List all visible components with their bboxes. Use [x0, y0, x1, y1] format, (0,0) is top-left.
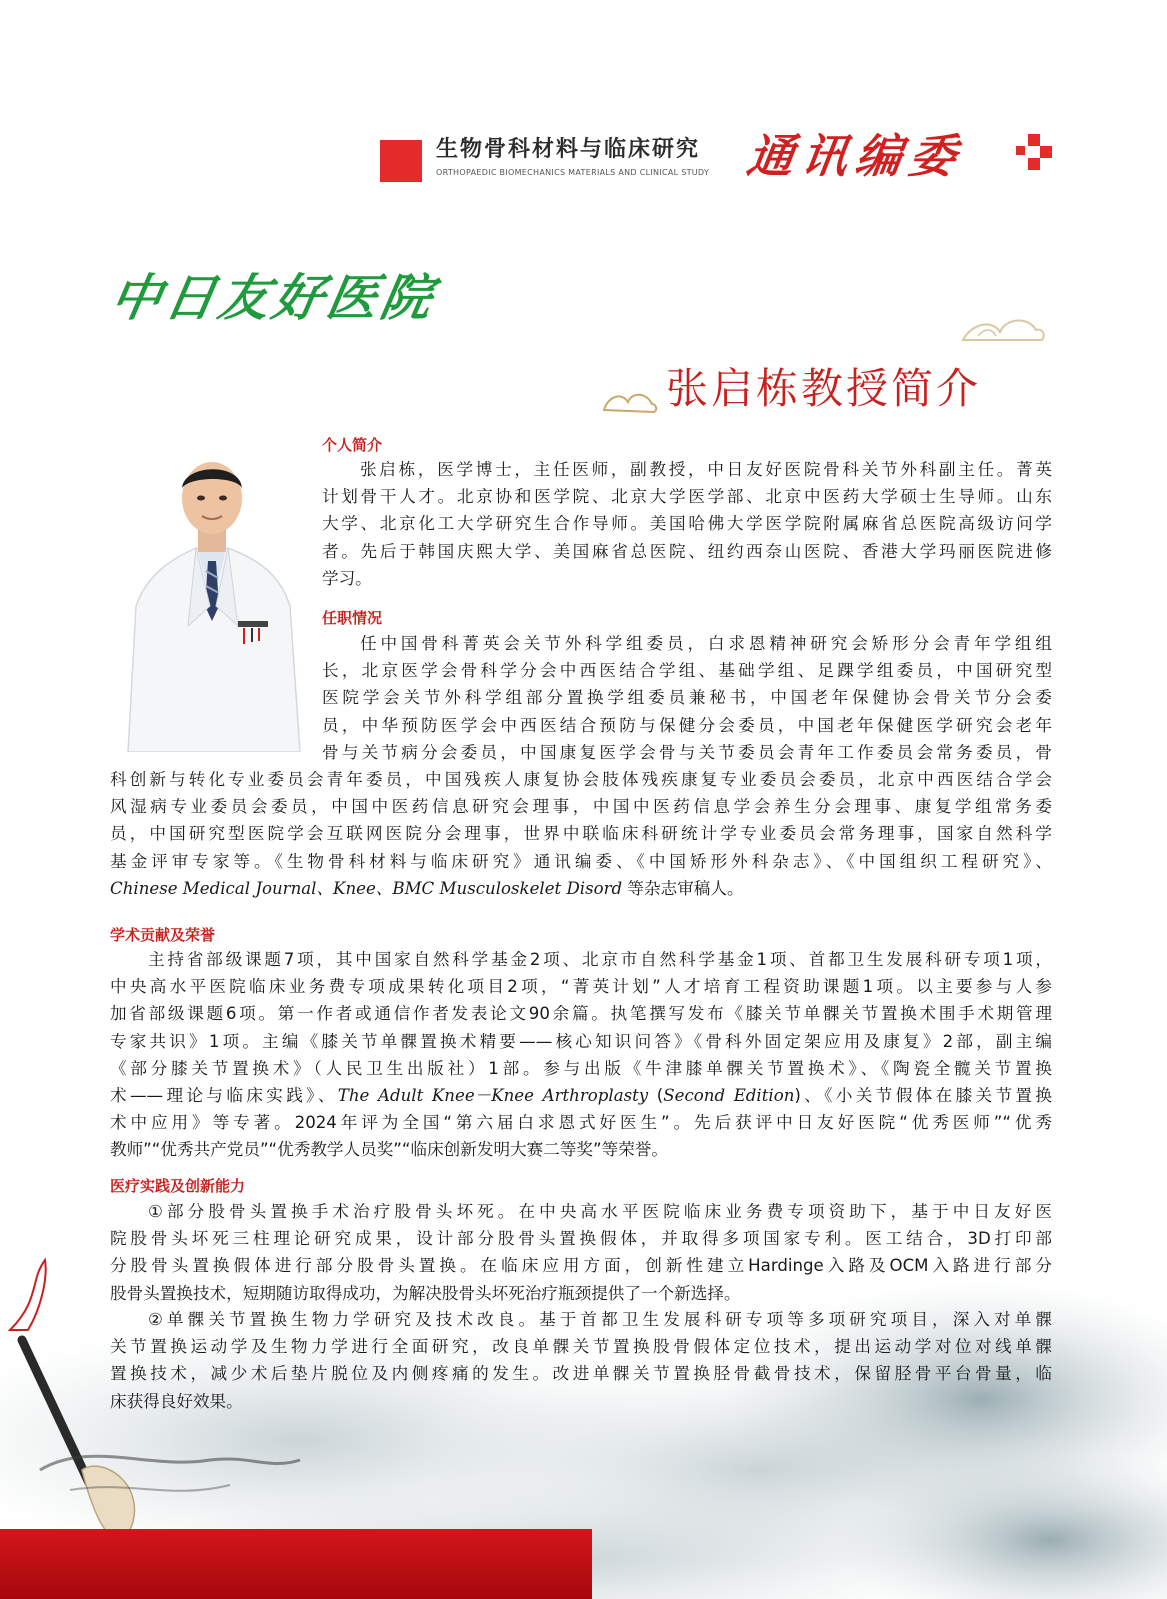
positions-line: 任中国骨科菁英会关节外科学组委员，白求恩精神研究会矫形分会青年学组组: [360, 634, 1052, 653]
positions-line: 员，中国研究型医院学会互联网医院分会理事，世界中联临床科研统计学专业委员会常务理事，国家自然科学: [110, 824, 1052, 844]
calligraphy-title: 通讯编委: [743, 129, 968, 183]
academic-line: 术中应用》等专著。2024年评为全国“第六届白求恩式好医生”。先后获评中日友好医院“优秀医师”“优秀: [110, 1113, 1052, 1133]
personal-line: 计划骨干人才。北京协和医学院、北京大学医学部、北京中医药大学硕士生导师。山东: [322, 487, 1052, 507]
personal-line: 大学、北京化工大学研究生合作导师。美国哈佛大学医学院附属麻省总医院高级访问学: [322, 514, 1052, 534]
journal-subtitle: ORTHOPAEDIC BIOMECHANICS MATERIALS AND CLINICAL STUDY: [436, 168, 710, 177]
positions-paragraph-top: [322, 630, 1052, 766]
practice-line: 分股骨头置换假体进行部分股骨头置换。在临床应用方面，创新性建立Hardinge入路及OCM入路进行部分: [110, 1256, 1052, 1276]
practice-line: ①部分股骨头置换手术治疗股骨头坏死。在中央高水平医院临床业务费专项资助下，基于中日友好医: [148, 1202, 1052, 1221]
personal-line: 张启栋，医学博士，主任医师，副教授，中日友好医院骨科关节外科副主任。菁英: [360, 460, 1052, 479]
practice-paragraph-2: [110, 1306, 1052, 1415]
mixed-mid: (: [648, 1086, 664, 1106]
section-heading-personal: 个人简介: [322, 436, 383, 454]
positions-line: 基金评审专家等。《生物骨科材料与临床研究》通讯编委、《中国矫形外科杂志》、《中国组织工程研究》、: [110, 851, 1052, 871]
academic-line: 中央高水平医院临床业务费专项成果转化项目2项，“菁英计划”人才培育工程资助课题1项。以主要参与人参: [110, 977, 1052, 997]
cloud-ornament-small-icon: [600, 384, 660, 418]
header-red-square: [380, 140, 422, 182]
hospital-logo: 中日友好医院: [106, 268, 441, 327]
positions-line: 医院学会关节外科学组部分置换学组委员兼秘书，中国老年保健协会骨关节分会委: [322, 688, 1052, 708]
practice-line: 关节置换运动学及生物力学进行全面研究，改良单髁关节置换股骨假体定位技术，提出运动学对位对线单髁: [110, 1337, 1052, 1357]
positions-line: 风湿病专业委员会委员，中国中医药信息研究会理事，中国中医药信息学会养生分会理事、康复学组常务委: [110, 797, 1052, 817]
positions-line: 长，北京医学会骨科学分会中西医结合学组、基础学组、足踝学组委员，中国研究型: [322, 661, 1052, 681]
positions-line: 科创新与转化专业委员会青年委员，中国残疾人康复协会肢体残疾康复专业委员会委员，北京中西医结合学会: [110, 770, 1052, 789]
profile-title: 张启栋教授简介: [666, 364, 982, 413]
practice-line: 院股骨头坏死三柱理论研究成果，设计部分股骨头置换假体，并取得多项国家专利。医工结合，3D打印部: [110, 1229, 1052, 1249]
practice-line: 置换技术，减少术后垫片脱位及内侧疼痛的发生。改进单髁关节置换胫骨截骨技术，保留胫骨平台骨量，临: [110, 1364, 1052, 1384]
academic-line-mixed: [110, 1082, 1052, 1109]
personal-line: 者。先后于韩国庆熙大学、美国麻省总医院、纽约西奈山医院、香港大学玛丽医院进修: [322, 541, 1052, 561]
journals-tail: 等杂志审稿人。: [622, 878, 744, 898]
personal-paragraph: [322, 456, 1052, 592]
practice-paragraph-1: [110, 1198, 1052, 1307]
footer-red-bar: [0, 1529, 592, 1599]
journal-title: 生物骨科材料与临床研究: [436, 137, 701, 162]
academic-line: 教师”“优秀共产党员”“优秀教学人员奖”“临床创新发明大赛二等奖”等荣誉。: [110, 1140, 668, 1160]
mixed-post: )、《小关节假体在膝关节置换: [794, 1086, 1052, 1106]
journals-italic: Chinese Medical Journal、Knee、BMC Musculoskelet Disord: [110, 878, 623, 898]
section-heading-academic: 学术贡献及荣誉: [110, 926, 216, 944]
academic-line: 主持省部级课题7项，其中国家自然科学基金2项、北京市自然科学基金1项、首都卫生发展科研专项1项，: [148, 950, 1052, 969]
academic-line: 专家共识》1项。主编《膝关节单髁置换术精要——核心知识问答》《骨科外固定架应用及康复》2部，副主编: [110, 1031, 1052, 1051]
book-title-italic: The Adult Knee－Knee Arthroplasty: [337, 1086, 649, 1106]
personal-line: 学习。: [322, 568, 372, 588]
practice-line: 床获得良好效果。: [110, 1391, 243, 1411]
positions-paragraph-bottom: [110, 766, 1052, 902]
cloud-ornament-icon: [958, 312, 1048, 348]
practice-line: ②单髁关节置换生物力学研究及技术改良。基于首都卫生发展科研专项等多项研究项目，深入对单髁: [148, 1310, 1052, 1329]
academic-line: 加省部级课题6项。第一作者或通信作者发表论文90余篇。执笔撰写发布《膝关节单髁关节置换术围手术期管理: [110, 1004, 1052, 1024]
academic-line: 《部分膝关节置换术》（人民卫生出版社）1部。参与出版《牛津膝单髁关节置换术》、《陶瓷全髋关节置换: [110, 1058, 1052, 1078]
section-heading-practice: 医疗实践及创新能力: [110, 1177, 246, 1195]
positions-line: 骨与关节病分会委员，中国康复医学会骨与关节委员会青年工作委员会常务委员，骨: [322, 742, 1052, 762]
positions-line: 员，中华预防医学会中西医结合预防与保健分会委员，中国老年保健医学研究会老年: [322, 715, 1052, 735]
academic-paragraph: [110, 946, 1052, 1164]
edition-italic: Second Edition: [663, 1086, 795, 1106]
section-heading-positions: 任职情况: [322, 609, 383, 627]
positions-line-journals: [110, 875, 1052, 902]
mixed-pre: 术——理论与临床实践》、: [110, 1086, 338, 1106]
practice-line: 股骨头置换技术，短期随访取得成功，为解决股骨头坏死治疗瓶颈提供了一个新选择。: [110, 1283, 741, 1303]
doctor-portrait: [118, 456, 305, 752]
